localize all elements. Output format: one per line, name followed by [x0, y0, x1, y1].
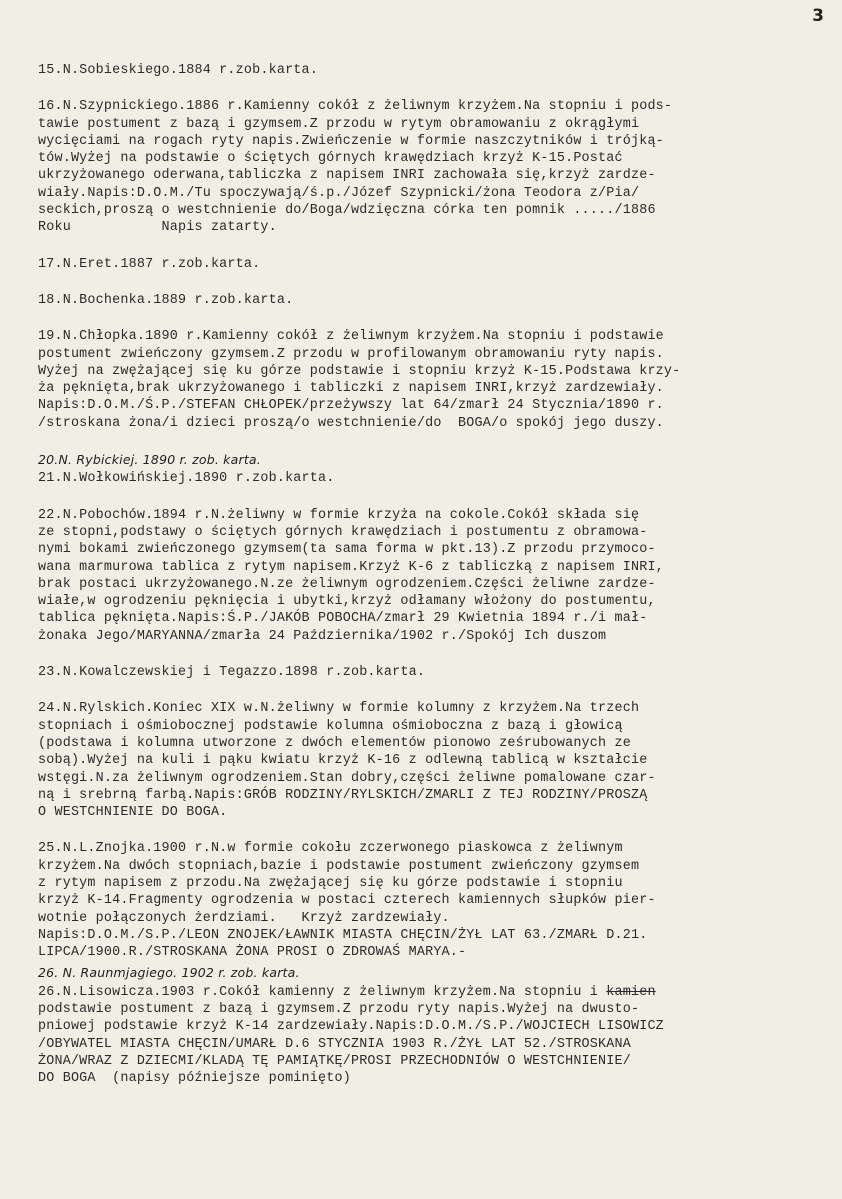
entry-line: tów.Wyżej na podstawie o ściętych górnych krawędziach krzyż K-15.Postać	[38, 151, 623, 167]
entry-line	[38, 984, 818, 1001]
entry-line: krzyżem.Na dwóch stopniach,bazie i podstawie postument zwieńczony gzymsem	[38, 858, 640, 874]
entry-line: O WESTCHNIENIE DO BOGA.	[38, 805, 228, 821]
document-body	[38, 62, 818, 1107]
entry-line: ża pęknięta,brak ukrzyżowanego i tabliczki z napisem INRI,krzyż zardzewiały.	[38, 381, 664, 397]
entry-line: /stroskana żona/i dzieci proszą/o westchnienie/do BOGA/o spokój jego duszy.	[38, 415, 664, 431]
entry	[38, 292, 818, 309]
entry	[38, 840, 818, 961]
entry-line: postument zwieńczony gzymsem.Z przodu w profilowanym obramowaniu ryty napis.	[38, 346, 664, 362]
entry	[38, 700, 818, 821]
handwritten-note: 20.N. Rybickiej. 1890 r. zob. karta.	[38, 452, 261, 468]
entry-line: nymi bokami zwieńczonego gzymsem(ta sama forma w pkt.13).Z przodu przymoco-	[38, 542, 656, 558]
entry-line: wycięciami na rogach ryty napis.Zwieńczenie w formie naszczytników i trójką-	[38, 133, 664, 149]
entry	[38, 664, 818, 681]
entry-line: Napis:D.O.M./Ś.P./STEFAN CHŁOPEK/przeżywszy lat 64/zmarł 24 Stycznia/1890 r.	[38, 398, 664, 414]
entry-line: seckich,proszą o westchnienie do/Boga/wdzięczna córka ten pomnik ...../1886	[38, 203, 656, 219]
entry-line: 23.N.Kowalczewskiej i Tegazzo.1898 r.zob.karta.	[38, 665, 426, 681]
entry	[38, 470, 818, 487]
entry-line: wstęgi.N.za żeliwnym ogrodzeniem.Stan dobry,części żeliwne pomalowane czar-	[38, 770, 656, 786]
entry-line: 15.N.Sobieskiego.1884 r.zob.karta.	[38, 63, 319, 78]
entry	[38, 256, 818, 273]
entry-line: podstawie postument z bazą i gzymsem.Z przodu ryty napis.Wyżej na dwusto-	[38, 1002, 640, 1018]
entry-line: Roku Napis zatarty.	[38, 220, 277, 236]
entry-line: pniowej podstawie krzyż K-14 zardzewiały.Napis:D.O.M./S.P./WOJCIECH LISOWICZ	[38, 1019, 664, 1035]
entry-line: z rytym napisem z przodu.Na zwężającej się ku górze podstawie i stopniu	[38, 875, 623, 891]
entry	[38, 62, 818, 79]
entry	[38, 507, 818, 645]
handwritten-entry-26	[38, 964, 818, 981]
entry-line: tawie postument z bazą i gzymsem.Z przodu w rytym obramowaniu z okrągłymi	[38, 116, 640, 132]
entry-line: /OBYWATEL MIASTA CHĘCIN/UMARŁ D.6 STYCZNIA 1903 R./ŻYŁ LAT 52./STROSKANA	[38, 1036, 631, 1052]
entry-line: DO BOGA (napisy późniejsze pominięto)	[38, 1071, 351, 1087]
entry-line: 16.N.Szypnickiego.1886 r.Kamienny cokół z żeliwnym krzyżem.Na stopniu i pods-	[38, 99, 673, 115]
entry-line: tablica pęknięta.Napis:Ś.P./JAKÓB POBOCHA/zmarł 29 Kwietnia 1894 r./i mał-	[38, 611, 648, 627]
entry-line: 25.N.L.Znojka.1900 r.N.w formie cokołu zczerwonego piaskowca z żeliwnym	[38, 841, 623, 857]
entry-line: ŻONA/WRAZ Z DZIECMI/KLADĄ TĘ PAMIĄTKĘ/PROSI PRZECHODNIÓW O WESTCHNIENIE/	[38, 1053, 631, 1069]
entry-line: 18.N.Bochenka.1889 r.zob.karta.	[38, 292, 294, 308]
entry-line: wiałe,w ogrodzeniu pęknięcia i ubytki,krzyż odłamany włożony do postumentu,	[38, 594, 656, 610]
entry-line: 24.N.Rylskich.Koniec XIX w.N.żeliwny w formie kolumny z krzyżem.Na trzech	[38, 701, 640, 717]
handwritten-entry-20	[38, 451, 818, 468]
entry-26-lines	[38, 1001, 818, 1087]
entry-line: ukrzyżowanego oderwana,tabliczka z napisem INRI zachowała się,krzyż zardze-	[38, 168, 656, 184]
entry-line: ną i srebrną farbą.Napis:GRÓB RODZINY/RYLSKICH/ZMARLI Z TEJ RODZINY/PROSZĄ	[38, 787, 648, 803]
handwritten-note: 26. N. Raunmjagiego. 1902 r. zob. karta.	[38, 965, 300, 981]
entry-line: ze stopni,podstawy o ściętych górnych krawędziach i postumentu z obramowa-	[38, 524, 648, 540]
entry-line: wiały.Napis:D.O.M./Tu spoczywają/ś.p./Józef Szypnicki/żona Teodora z/Pia/	[38, 185, 640, 201]
entry-line: wana marmurowa tablica z rytym napisem.Krzyż K-6 z tabliczką z napisem INRI,	[38, 559, 664, 575]
entry-line: 17.N.Eret.1887 r.zob.karta.	[38, 256, 261, 272]
entry-line: brak postaci ukrzyżowanego.N.ze żeliwnym ogrodzeniem.Części żeliwne zardze-	[38, 576, 656, 592]
entry	[38, 328, 818, 432]
entry-line: krzyż K-14.Fragmenty ogrodzenia w postaci czterech kamiennych słupków pier-	[38, 893, 656, 909]
entry-line: stopniach i ośmiobocznej podstawie kolumna ośmioboczna z bazą i głowicą	[38, 718, 623, 734]
entry-26-first-line: 26.N.Lisowicza.1903 r.Cokół kamienny z żeliwnym krzyżem.Na stopniu i	[38, 984, 607, 1000]
struck-word: kamien	[606, 984, 656, 1000]
entry-line: Napis:D.O.M./S.P./LEON ZNOJEK/ŁAWNIK MIASTA CHĘCIN/ŻYŁ LAT 63./ZMARŁ D.21.	[38, 927, 648, 943]
entry-line: 21.N.Wołkowińskiej.1890 r.zob.karta.	[38, 471, 335, 487]
entry-line: Wyżej na zwężającej się ku górze podstawie i stopniu krzyż K-15.Podstawa krzy-	[38, 363, 681, 379]
entry-line: LIPCA/1900.R./STROSKANA ŻONA PROSI O ZDROWAŚ MARYA.-	[38, 945, 467, 961]
entry-line: 22.N.Pobochów.1894 r.N.żeliwny w formie krzyża na cokole.Cokół składa się	[38, 507, 640, 523]
entry-line: żonaka Jego/MARYANNA/zmarła 24 Października/1902 r./Spokój Ich duszom	[38, 628, 607, 644]
entry-line: (podstawa i kolumna utworzone z dwóch elementów pionowo ześrubowanych ze	[38, 735, 631, 751]
page-number: 3	[812, 6, 824, 26]
entry-line: sobą).Wyżej na kuli i pąku kwiatu krzyż K-16 z odlewną tablicą w kształcie	[38, 753, 648, 769]
entry	[38, 98, 818, 236]
entry-line: wotnie połączonych żerdziami. Krzyż zardzewiały.	[38, 910, 450, 926]
entries-section-b	[38, 470, 818, 961]
entry-26	[38, 984, 818, 1088]
entries-section-a	[38, 62, 818, 432]
entry-line: 19.N.Chłopka.1890 r.Kamienny cokół z żeliwnym krzyżem.Na stopniu i podstawie	[38, 329, 664, 345]
